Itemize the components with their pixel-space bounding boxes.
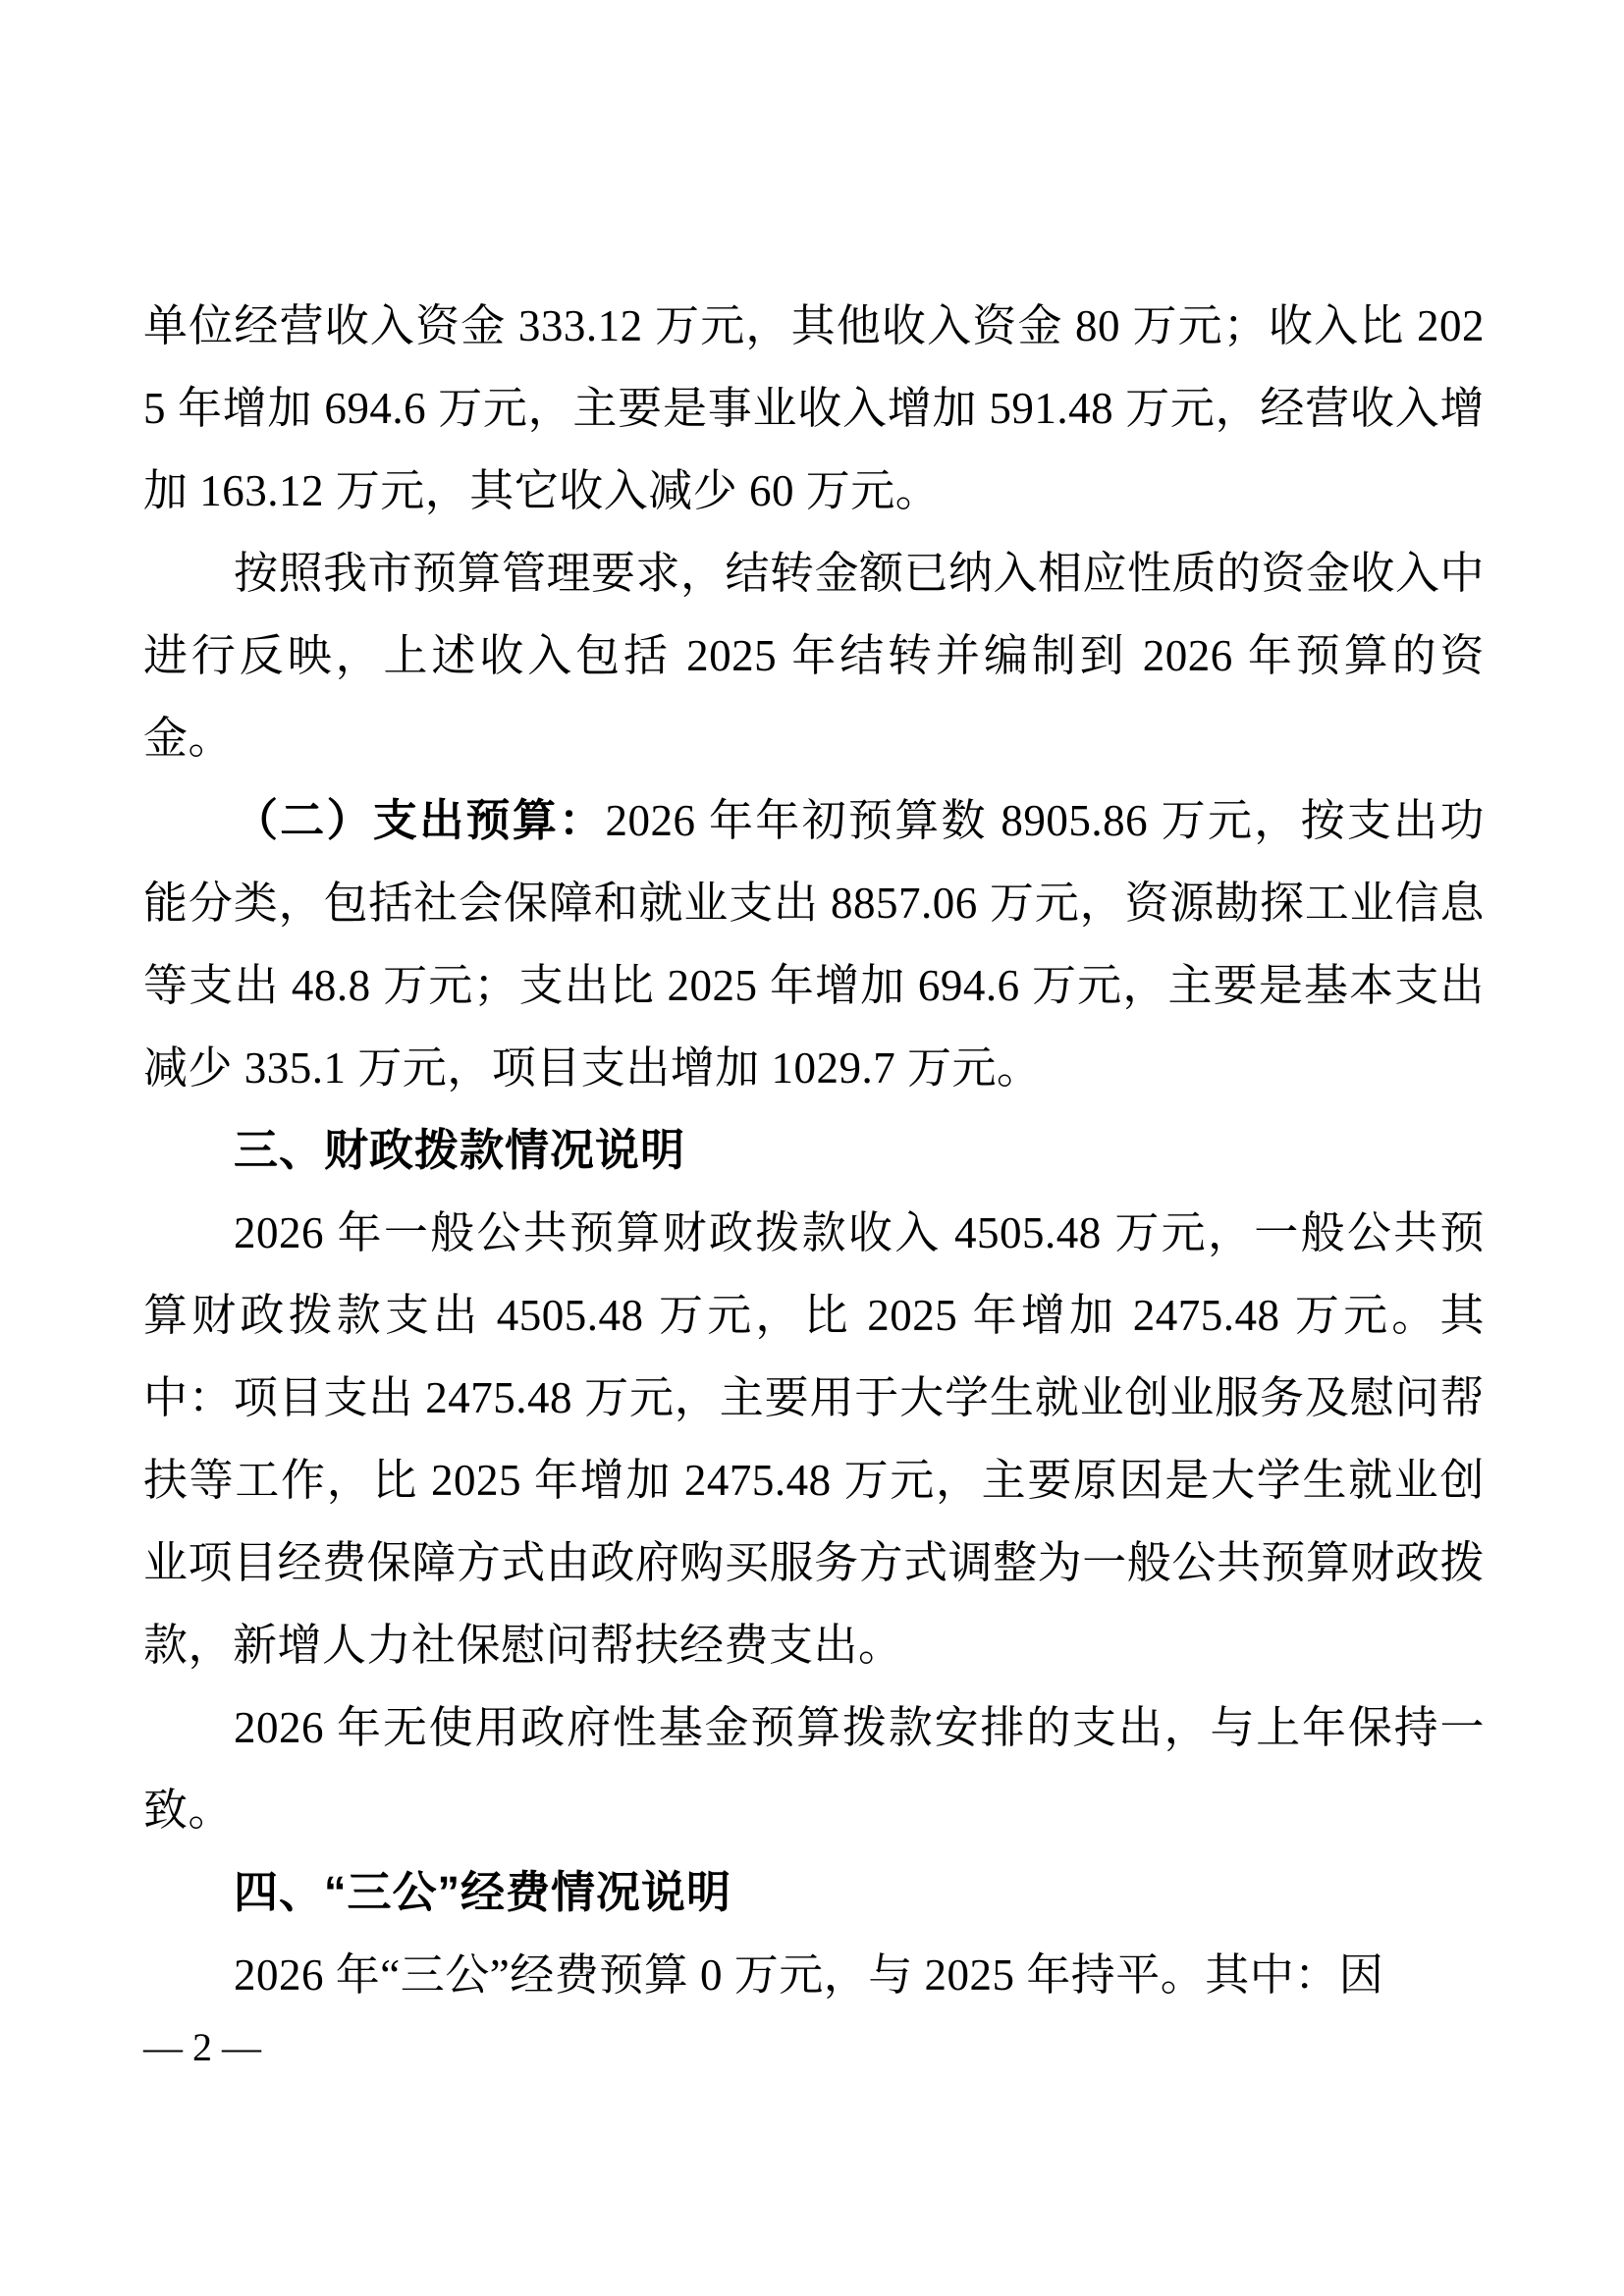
heading-section-four bbox=[143, 1851, 1485, 1934]
para-fiscal-appropriation bbox=[143, 1192, 1485, 1686]
para-expenditure-budget-run-0: （二）支出预算： bbox=[234, 796, 606, 845]
page-number: — 2 — bbox=[143, 2025, 261, 2069]
heading-section-four-run-0: 四、“三公”经费情况说明 bbox=[234, 1867, 732, 1917]
para-carryover-note-run-0: 按照我市预算管理要求，结转金额已纳入相应性质的资金收入中进行反映，上述收入包括 2025 年结转并编制到 2026 年预算的资金。 bbox=[143, 549, 1486, 763]
para-three-public-funds bbox=[143, 1934, 1485, 2016]
document-body bbox=[143, 285, 1485, 2016]
heading-section-three-run-0: 三、财政拨款情况说明 bbox=[234, 1125, 686, 1175]
para-expenditure-budget bbox=[143, 779, 1485, 1109]
para-fiscal-appropriation-run-0: 2026 年一般公共预算财政拨款收入 4505.48 万元，一般公共预算财政拨款支出 4505.48 万元，比 2025 年增加 2475.48 万元。其中：项目支出 2475.48 万元，主要用于大学生就业创业服务及慰问帮扶等工作，比 2025 年增加 2475.48 万元，主要原因是大学生就业创业项目经费保障方式由政府购买服务方式调整为一般公共预算财政拨款，新增人力社保慰问帮扶经费支出。 bbox=[143, 1208, 1485, 1670]
para-income-continuation-run-0: 单位经营收入资金 333.12 万元，其他收入资金 80 万元；收入比 2025 年增加 694.6 万元，主要是事业收入增加 591.48 万元，经营收入增加 163.12 万元，其它收入减少 60 万元。 bbox=[143, 301, 1485, 515]
para-carryover-note bbox=[143, 532, 1485, 779]
para-income-continuation bbox=[143, 285, 1485, 532]
para-gov-fund-budget bbox=[143, 1686, 1485, 1851]
para-gov-fund-budget-run-0: 2026 年无使用政府性基金预算拨款安排的支出，与上年保持一致。 bbox=[143, 1703, 1485, 1835]
para-three-public-funds-run-0: 2026 年“三公”经费预算 0 万元，与 2025 年持平。其中：因 bbox=[234, 1950, 1384, 2000]
para-expenditure-budget-run-1: 2026 年年初预算数 8905.86 万元，按支出功能分类，包括社会保障和就业支出 8857.06 万元，资源勘探工业信息等支出 48.8 万元；支出比 2025 年增加 694.6 万元，主要是基本支出减少 335.1 万元，项目支出增加 1029.7 万元。 bbox=[143, 796, 1485, 1093]
heading-section-three bbox=[143, 1109, 1485, 1192]
